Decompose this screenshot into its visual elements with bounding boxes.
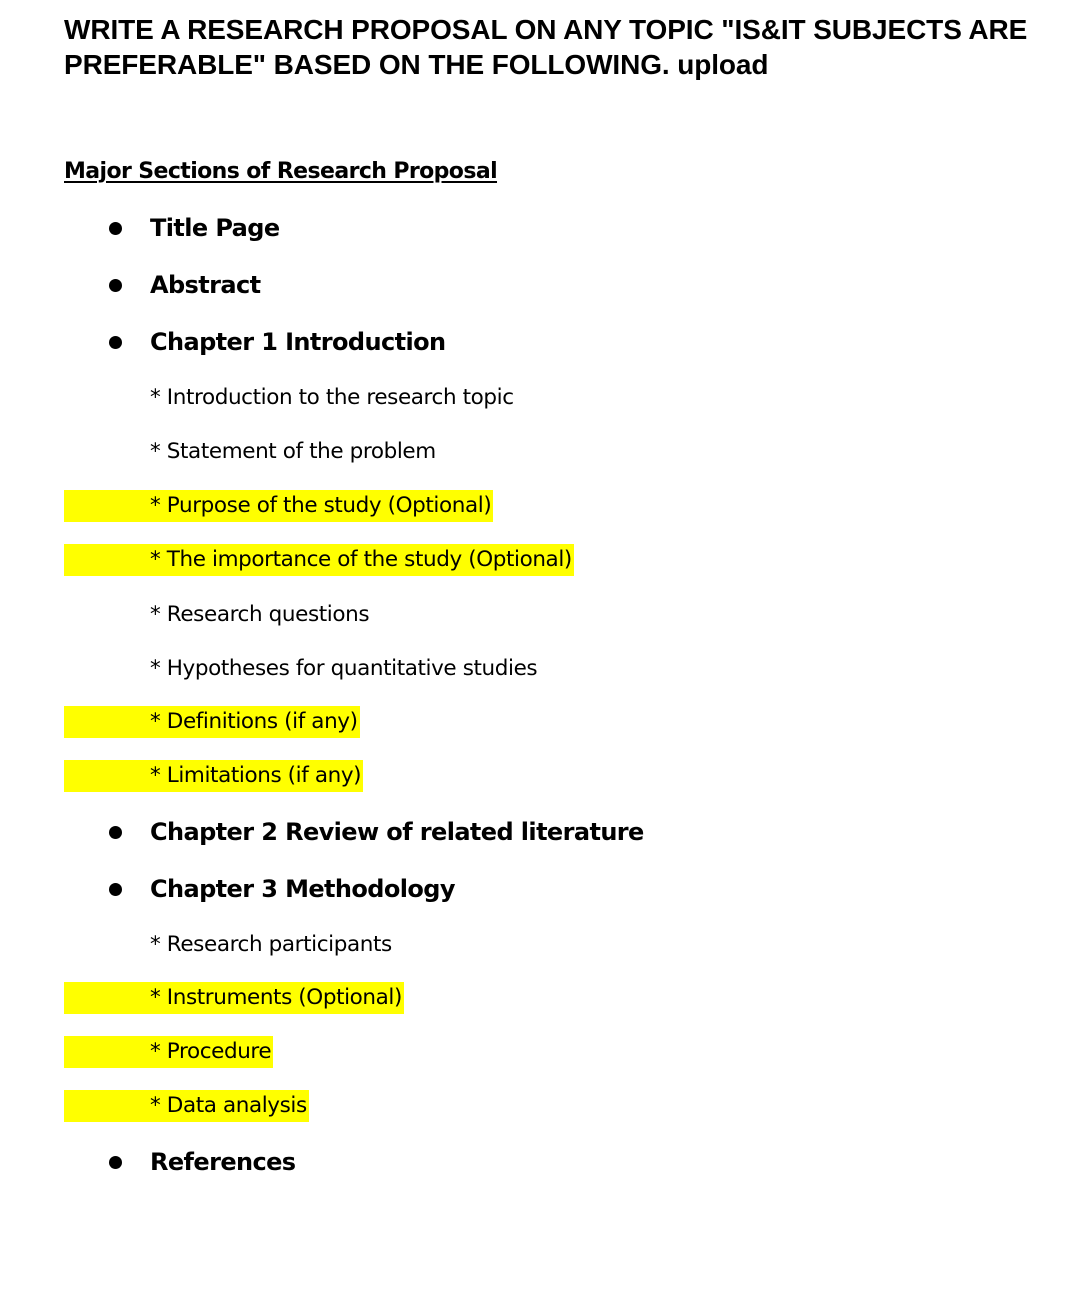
outline-main-label: Abstract <box>150 271 261 299</box>
bullet-icon <box>109 826 122 839</box>
outline-sub-label: * Limitations (if any) <box>150 763 362 788</box>
outline-sub-item <box>0 435 1080 469</box>
outline-sub-label: * Statement of the problem <box>150 439 436 464</box>
outline-main-item <box>0 268 1080 302</box>
highlight-mark <box>64 982 404 1014</box>
section-heading: Major Sections of Research Proposal <box>64 159 498 184</box>
highlight-mark <box>64 490 493 522</box>
outline-sub-item <box>0 598 1080 632</box>
outline-sub-label: * Hypotheses for quantitative studies <box>150 656 538 681</box>
outline-sub-label: * Procedure <box>150 1039 272 1064</box>
outline-sub-item-highlighted <box>0 544 1080 578</box>
outline-sub-item-highlighted <box>0 1090 1080 1124</box>
highlight-mark <box>64 1036 273 1068</box>
outline-main-label: Chapter 3 Methodology <box>150 875 455 903</box>
outline-main-label: Chapter 2 Review of related literature <box>150 818 644 846</box>
outline-sub-label: * Definitions (if any) <box>150 709 358 734</box>
highlight-mark <box>64 544 574 576</box>
outline-main-label: Title Page <box>150 214 280 242</box>
outline-sub-item-highlighted <box>0 760 1080 794</box>
outline-main-item <box>0 815 1080 849</box>
highlight-mark <box>64 760 363 792</box>
outline-sub-label: * Introduction to the research topic <box>150 385 514 410</box>
bullet-icon <box>109 279 122 292</box>
highlight-mark <box>64 1090 309 1122</box>
outline-main-item <box>0 872 1080 906</box>
bullet-icon <box>109 883 122 896</box>
outline-main-item <box>0 1145 1080 1179</box>
outline-sub-label: * Research questions <box>150 602 370 627</box>
outline-sub-item <box>0 928 1080 962</box>
outline-sub-item-highlighted <box>0 982 1080 1016</box>
outline-main-label: Chapter 1 Introduction <box>150 328 446 356</box>
highlight-mark <box>64 706 360 738</box>
bullet-icon <box>109 1156 122 1169</box>
outline-sub-label: * Data analysis <box>150 1093 307 1118</box>
page-title: WRITE A RESEARCH PROPOSAL ON ANY TOPIC "IS&IT SUBJECTS ARE PREFERABLE" BASED ON THE FOLLOWING. upload <box>64 14 1028 80</box>
outline-main-item <box>0 211 1080 245</box>
outline-sub-label: * Research participants <box>150 932 392 957</box>
outline-sub-label: * The importance of the study (Optional) <box>150 547 572 572</box>
outline-sub-item <box>0 381 1080 415</box>
outline-main-label: References <box>150 1148 296 1176</box>
outline-sub-item-highlighted <box>0 1036 1080 1070</box>
outline-sub-item-highlighted <box>0 706 1080 740</box>
outline-sub-item <box>0 652 1080 686</box>
outline-sub-label: * Purpose of the study (Optional) <box>150 493 492 518</box>
outline-main-item <box>0 325 1080 359</box>
outline-sub-label: * Instruments (Optional) <box>150 985 402 1010</box>
bullet-icon <box>109 336 122 349</box>
outline-sub-item-highlighted <box>0 490 1080 524</box>
bullet-icon <box>109 222 122 235</box>
